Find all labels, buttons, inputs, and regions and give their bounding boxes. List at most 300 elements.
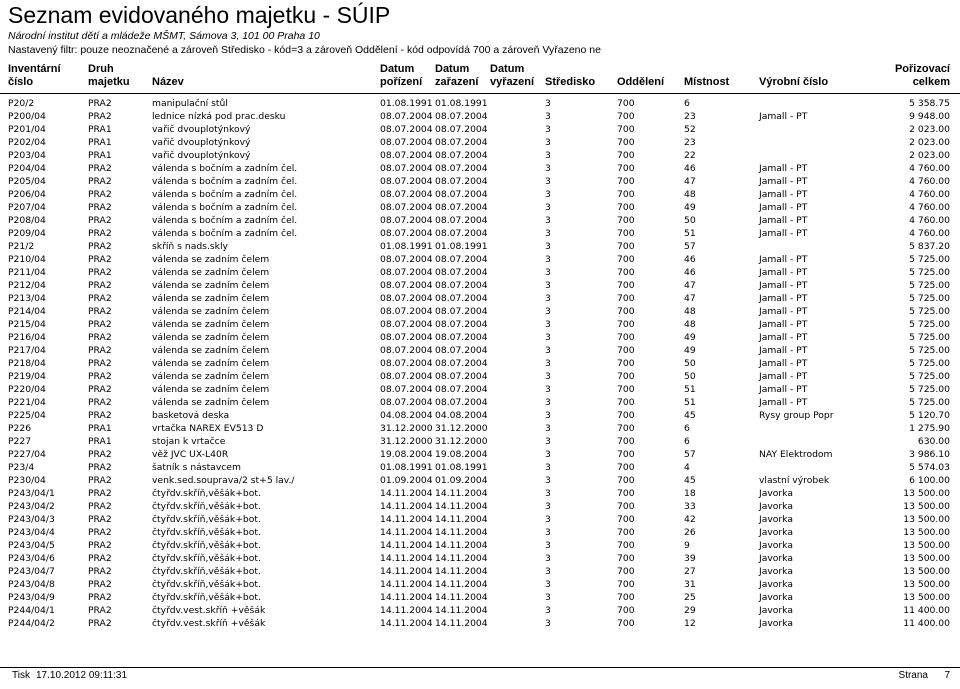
cell-acquired-date: 14.11.2004	[380, 527, 433, 538]
cell-cost-center: 3	[545, 319, 551, 330]
cell-department: 700	[617, 566, 635, 577]
table-row	[0, 383, 960, 396]
table-row	[0, 604, 960, 617]
cell-room: 49	[684, 332, 696, 343]
cell-serial-number: Jamall - PT	[759, 176, 808, 187]
cell-asset-type: PRA2	[88, 241, 112, 252]
cell-asset-type: PRA2	[88, 592, 112, 603]
cell-room: 6	[684, 423, 690, 434]
cell-acquisition-cost: 4 760.00	[909, 228, 950, 239]
cell-registered-date: 04.08.2004	[435, 410, 488, 421]
cell-asset-name: válenda se zadním čelem	[152, 397, 270, 408]
table-row	[0, 409, 960, 422]
cell-inventory-number: P243/04/2	[8, 501, 55, 512]
cell-asset-type: PRA2	[88, 371, 112, 382]
table-row	[0, 175, 960, 188]
cell-asset-name: válenda se zadním čelem	[152, 293, 270, 304]
cell-asset-type: PRA2	[88, 488, 112, 499]
cell-serial-number: Javorka	[759, 592, 793, 603]
cell-cost-center: 3	[545, 215, 551, 226]
cell-asset-name: čtyřdv.skříň,věšák+bot.	[152, 540, 261, 551]
cell-room: 6	[684, 98, 690, 109]
cell-acquired-date: 08.07.2004	[380, 319, 433, 330]
cell-acquisition-cost: 11 400.00	[903, 618, 950, 629]
header-disposal-date-2: vyřazení	[490, 76, 535, 88]
cell-asset-name: vařič dvouplotýnkový	[152, 150, 251, 161]
cell-department: 700	[617, 618, 635, 629]
cell-cost-center: 3	[545, 462, 551, 473]
cell-acquisition-cost: 13 500.00	[903, 540, 950, 551]
cell-asset-type: PRA1	[88, 150, 112, 161]
cell-registered-date: 08.07.2004	[435, 215, 488, 226]
cell-asset-type: PRA2	[88, 527, 112, 538]
cell-room: 22	[684, 150, 696, 161]
cell-inventory-number: P219/04	[8, 371, 46, 382]
cell-room: 52	[684, 124, 696, 135]
cell-asset-type: PRA2	[88, 410, 112, 421]
table-header	[0, 62, 960, 92]
cell-room: 23	[684, 111, 696, 122]
cell-inventory-number: P202/04	[8, 137, 46, 148]
cell-asset-name: vařič dvouplotýnkový	[152, 137, 251, 148]
cell-asset-name: válenda s bočním a zadním čel.	[152, 189, 298, 200]
cell-acquired-date: 19.08.2004	[380, 449, 433, 460]
cell-serial-number: Jamall - PT	[759, 202, 808, 213]
cell-acquisition-cost: 5 725.00	[909, 384, 950, 395]
cell-acquired-date: 14.11.2004	[380, 605, 433, 616]
cell-inventory-number: P243/04/9	[8, 592, 55, 603]
cell-acquired-date: 08.07.2004	[380, 384, 433, 395]
cell-inventory-number: P212/04	[8, 280, 46, 291]
cell-acquisition-cost: 5 837.20	[909, 241, 950, 252]
cell-asset-type: PRA2	[88, 358, 112, 369]
cell-acquired-date: 08.07.2004	[380, 306, 433, 317]
cell-cost-center: 3	[545, 527, 551, 538]
cell-acquired-date: 08.07.2004	[380, 228, 433, 239]
header-inventory-number-2: číslo	[8, 76, 34, 88]
cell-department: 700	[617, 293, 635, 304]
cell-cost-center: 3	[545, 241, 551, 252]
table-row	[0, 448, 960, 461]
cell-inventory-number: P227	[8, 436, 32, 447]
cell-department: 700	[617, 527, 635, 538]
cell-room: 12	[684, 618, 696, 629]
cell-registered-date: 14.11.2004	[435, 540, 488, 551]
cell-registered-date: 08.07.2004	[435, 384, 488, 395]
cell-inventory-number: P243/04/8	[8, 579, 55, 590]
cell-department: 700	[617, 124, 635, 135]
cell-acquisition-cost: 13 500.00	[903, 514, 950, 525]
cell-inventory-number: P214/04	[8, 306, 46, 317]
table-row	[0, 318, 960, 331]
cell-serial-number: Javorka	[759, 579, 793, 590]
report-title: Seznam evidovaného majetku - SÚIP	[8, 2, 391, 28]
cell-registered-date: 14.11.2004	[435, 527, 488, 538]
cell-cost-center: 3	[545, 176, 551, 187]
cell-asset-type: PRA2	[88, 306, 112, 317]
cell-acquired-date: 01.08.1991	[380, 98, 433, 109]
cell-serial-number: Jamall - PT	[759, 189, 808, 200]
cell-inventory-number: P200/04	[8, 111, 46, 122]
cell-department: 700	[617, 332, 635, 343]
table-row	[0, 136, 960, 149]
cell-acquired-date: 08.07.2004	[380, 202, 433, 213]
cell-inventory-number: P221/04	[8, 397, 46, 408]
cell-registered-date: 14.11.2004	[435, 618, 488, 629]
cell-acquired-date: 14.11.2004	[380, 514, 433, 525]
cell-asset-name: věž JVC UX-L40R	[152, 449, 229, 460]
header-name: Název	[152, 76, 184, 88]
cell-asset-type: PRA2	[88, 176, 112, 187]
cell-asset-name: čtyřdv.skříň,věšák+bot.	[152, 501, 261, 512]
header-inventory-number: Inventární	[8, 63, 61, 75]
cell-registered-date: 08.07.2004	[435, 189, 488, 200]
table-row	[0, 292, 960, 305]
cell-inventory-number: P244/04/2	[8, 618, 55, 629]
cell-room: 47	[684, 176, 696, 187]
cell-asset-type: PRA2	[88, 618, 112, 629]
cell-room: 4	[684, 462, 690, 473]
cell-asset-name: čtyřdv.skříň,věšák+bot.	[152, 592, 261, 603]
cell-department: 700	[617, 553, 635, 564]
cell-acquisition-cost: 2 023.00	[909, 137, 950, 148]
cell-serial-number: Javorka	[759, 566, 793, 577]
cell-room: 51	[684, 397, 696, 408]
cell-department: 700	[617, 137, 635, 148]
cell-department: 700	[617, 501, 635, 512]
cell-acquisition-cost: 13 500.00	[903, 579, 950, 590]
cell-serial-number: Javorka	[759, 540, 793, 551]
cell-registered-date: 08.07.2004	[435, 150, 488, 161]
cell-inventory-number: P244/04/1	[8, 605, 55, 616]
cell-room: 6	[684, 436, 690, 447]
cell-asset-name: čtyřdv.skříň,věšák+bot.	[152, 488, 261, 499]
cell-department: 700	[617, 319, 635, 330]
cell-room: 46	[684, 254, 696, 265]
cell-asset-name: válenda s bočním a zadním čel.	[152, 215, 298, 226]
cell-asset-name: válenda se zadním čelem	[152, 319, 270, 330]
cell-room: 50	[684, 371, 696, 382]
cell-department: 700	[617, 410, 635, 421]
header-asset-type-2: majetku	[88, 76, 130, 88]
cell-asset-type: PRA2	[88, 215, 112, 226]
table-row	[0, 357, 960, 370]
cell-department: 700	[617, 280, 635, 291]
cell-registered-date: 08.07.2004	[435, 254, 488, 265]
cell-cost-center: 3	[545, 605, 551, 616]
cell-room: 18	[684, 488, 696, 499]
cell-inventory-number: P204/04	[8, 163, 46, 174]
cell-cost-center: 3	[545, 501, 551, 512]
cell-department: 700	[617, 514, 635, 525]
cell-room: 45	[684, 475, 696, 486]
cell-registered-date: 14.11.2004	[435, 553, 488, 564]
cell-asset-name: válenda s bočním a zadním čel.	[152, 176, 298, 187]
cell-acquisition-cost: 13 500.00	[903, 501, 950, 512]
cell-inventory-number: P243/04/1	[8, 488, 55, 499]
cell-room: 33	[684, 501, 696, 512]
cell-inventory-number: P218/04	[8, 358, 46, 369]
cell-room: 48	[684, 189, 696, 200]
cell-acquisition-cost: 4 760.00	[909, 176, 950, 187]
table-row	[0, 500, 960, 513]
table-row	[0, 513, 960, 526]
cell-cost-center: 3	[545, 514, 551, 525]
cell-acquisition-cost: 13 500.00	[903, 592, 950, 603]
cell-registered-date: 08.07.2004	[435, 176, 488, 187]
cell-inventory-number: P213/04	[8, 293, 46, 304]
cell-department: 700	[617, 579, 635, 590]
cell-registered-date: 08.07.2004	[435, 319, 488, 330]
cell-room: 51	[684, 384, 696, 395]
cell-acquisition-cost: 5 725.00	[909, 358, 950, 369]
cell-inventory-number: P206/04	[8, 189, 46, 200]
cell-registered-date: 01.09.2004	[435, 475, 488, 486]
cell-department: 700	[617, 462, 635, 473]
cell-acquisition-cost: 5 358.75	[909, 98, 950, 109]
cell-department: 700	[617, 306, 635, 317]
cell-acquisition-cost: 2 023.00	[909, 150, 950, 161]
cell-cost-center: 3	[545, 345, 551, 356]
cell-registered-date: 14.11.2004	[435, 488, 488, 499]
cell-inventory-number: P215/04	[8, 319, 46, 330]
cell-asset-name: válenda se zadním čelem	[152, 384, 270, 395]
cell-department: 700	[617, 384, 635, 395]
cell-registered-date: 08.07.2004	[435, 345, 488, 356]
cell-inventory-number: P211/04	[8, 267, 46, 278]
cell-registered-date: 08.07.2004	[435, 163, 488, 174]
cell-acquired-date: 08.07.2004	[380, 111, 433, 122]
cell-room: 45	[684, 410, 696, 421]
cell-inventory-number: P220/04	[8, 384, 46, 395]
cell-room: 26	[684, 527, 696, 538]
header-registered-date: Datum	[435, 63, 470, 75]
cell-inventory-number: P210/04	[8, 254, 46, 265]
header-asset-type: Druh	[88, 63, 114, 75]
filter-description: Nastavený filtr: pouze neoznačené a zároveň Středisko - kód=3 a zároveň Oddělení - kód odpovídá 700 a zároveň Vyřazeno ne	[8, 44, 601, 56]
cell-serial-number: Jamall - PT	[759, 384, 808, 395]
cell-asset-type: PRA2	[88, 475, 112, 486]
cell-serial-number: Javorka	[759, 488, 793, 499]
table-row	[0, 331, 960, 344]
cell-acquired-date: 08.07.2004	[380, 254, 433, 265]
cell-asset-type: PRA2	[88, 514, 112, 525]
cell-acquired-date: 14.11.2004	[380, 488, 433, 499]
cell-acquired-date: 08.07.2004	[380, 280, 433, 291]
cell-acquired-date: 08.07.2004	[380, 163, 433, 174]
cell-asset-type: PRA2	[88, 267, 112, 278]
cell-asset-name: skříň s nads.skly	[152, 241, 228, 252]
header-acquisition-cost: Pořizovací	[894, 63, 950, 75]
cell-registered-date: 08.07.2004	[435, 397, 488, 408]
cell-registered-date: 08.07.2004	[435, 267, 488, 278]
cell-cost-center: 3	[545, 137, 551, 148]
cell-cost-center: 3	[545, 540, 551, 551]
table-row	[0, 240, 960, 253]
cell-asset-name: válenda s bočním a zadním čel.	[152, 228, 298, 239]
cell-registered-date: 08.07.2004	[435, 111, 488, 122]
cell-department: 700	[617, 215, 635, 226]
cell-asset-type: PRA2	[88, 254, 112, 265]
cell-registered-date: 08.07.2004	[435, 293, 488, 304]
table-row	[0, 370, 960, 383]
cell-cost-center: 3	[545, 150, 551, 161]
cell-cost-center: 3	[545, 228, 551, 239]
cell-acquired-date: 08.07.2004	[380, 150, 433, 161]
cell-asset-name: stojan k vrtačce	[152, 436, 226, 447]
cell-asset-name: válenda se zadním čelem	[152, 345, 270, 356]
cell-registered-date: 08.07.2004	[435, 202, 488, 213]
header-registered-date-2: zařazení	[435, 76, 479, 88]
cell-cost-center: 3	[545, 384, 551, 395]
cell-acquisition-cost: 11 400.00	[903, 605, 950, 616]
cell-cost-center: 3	[545, 332, 551, 343]
cell-acquired-date: 14.11.2004	[380, 501, 433, 512]
cell-cost-center: 3	[545, 98, 551, 109]
table-row	[0, 422, 960, 435]
cell-room: 39	[684, 553, 696, 564]
cell-inventory-number: P201/04	[8, 124, 46, 135]
cell-inventory-number: P243/04/7	[8, 566, 55, 577]
cell-asset-type: PRA2	[88, 332, 112, 343]
cell-room: 47	[684, 280, 696, 291]
table-row	[0, 435, 960, 448]
cell-asset-name: vrtačka NAREX EV513 D	[152, 423, 264, 434]
cell-inventory-number: P216/04	[8, 332, 46, 343]
cell-registered-date: 08.07.2004	[435, 306, 488, 317]
cell-registered-date: 01.08.1991	[435, 462, 488, 473]
table-row	[0, 305, 960, 318]
cell-acquired-date: 08.07.2004	[380, 215, 433, 226]
cell-acquisition-cost: 13 500.00	[903, 566, 950, 577]
header-department: Oddělení	[617, 76, 665, 88]
cell-asset-name: čtyřdv.vest.skříň +věšák	[152, 618, 266, 629]
cell-serial-number: Jamall - PT	[759, 293, 808, 304]
cell-cost-center: 3	[545, 111, 551, 122]
organization-name: Národní institut dětí a mládeže MŠMT, Sámova 3, 101 00 Praha 10	[8, 30, 320, 42]
cell-cost-center: 3	[545, 189, 551, 200]
cell-department: 700	[617, 267, 635, 278]
cell-department: 700	[617, 371, 635, 382]
cell-serial-number: Jamall - PT	[759, 319, 808, 330]
cell-cost-center: 3	[545, 280, 551, 291]
cell-acquisition-cost: 5 725.00	[909, 332, 950, 343]
print-label: Tisk	[12, 670, 30, 681]
cell-registered-date: 08.07.2004	[435, 137, 488, 148]
cell-department: 700	[617, 592, 635, 603]
cell-room: 31	[684, 579, 696, 590]
cell-serial-number: Rysy group Popr	[759, 410, 834, 421]
cell-inventory-number: P207/04	[8, 202, 46, 213]
cell-serial-number: Jamall - PT	[759, 267, 808, 278]
cell-acquisition-cost: 630.00	[917, 436, 950, 447]
cell-registered-date: 14.11.2004	[435, 501, 488, 512]
table-row	[0, 110, 960, 123]
cell-acquired-date: 14.11.2004	[380, 579, 433, 590]
cell-registered-date: 31.12.2000	[435, 436, 488, 447]
cell-registered-date: 08.07.2004	[435, 358, 488, 369]
cell-inventory-number: P21/2	[8, 241, 35, 252]
cell-asset-name: čtyřdv.vest.skříň +věšák	[152, 605, 266, 616]
cell-asset-name: čtyřdv.skříň,věšák+bot.	[152, 527, 261, 538]
header-acquired-date: Datum	[380, 63, 415, 75]
cell-registered-date: 08.07.2004	[435, 332, 488, 343]
cell-serial-number: Jamall - PT	[759, 345, 808, 356]
cell-asset-type: PRA2	[88, 566, 112, 577]
cell-acquisition-cost: 5 725.00	[909, 306, 950, 317]
cell-cost-center: 3	[545, 293, 551, 304]
cell-department: 700	[617, 241, 635, 252]
cell-registered-date: 08.07.2004	[435, 280, 488, 291]
cell-inventory-number: P23/4	[8, 462, 35, 473]
cell-asset-type: PRA2	[88, 189, 112, 200]
cell-acquisition-cost: 5 725.00	[909, 345, 950, 356]
cell-asset-name: venk.sed.souprava/2 st+5 lav./	[152, 475, 295, 486]
cell-acquired-date: 08.07.2004	[380, 293, 433, 304]
cell-acquired-date: 14.11.2004	[380, 566, 433, 577]
cell-asset-type: PRA1	[88, 137, 112, 148]
cell-asset-type: PRA2	[88, 345, 112, 356]
cell-acquired-date: 08.07.2004	[380, 371, 433, 382]
cell-acquisition-cost: 13 500.00	[903, 527, 950, 538]
cell-room: 51	[684, 228, 696, 239]
cell-serial-number: Javorka	[759, 618, 793, 629]
cell-asset-name: vařič dvouplotýnkový	[152, 124, 251, 135]
cell-serial-number: Jamall - PT	[759, 111, 808, 122]
cell-acquisition-cost: 9 948.00	[909, 111, 950, 122]
table-row	[0, 279, 960, 292]
cell-acquisition-cost: 3 986.10	[909, 449, 950, 460]
cell-cost-center: 3	[545, 202, 551, 213]
cell-acquisition-cost: 5 725.00	[909, 397, 950, 408]
cell-cost-center: 3	[545, 358, 551, 369]
cell-serial-number: vlastní výrobek	[759, 475, 830, 486]
cell-department: 700	[617, 345, 635, 356]
header-disposal-date: Datum	[490, 63, 525, 75]
cell-acquired-date: 08.07.2004	[380, 189, 433, 200]
cell-acquisition-cost: 5 725.00	[909, 371, 950, 382]
cell-inventory-number: P205/04	[8, 176, 46, 187]
cell-room: 48	[684, 319, 696, 330]
cell-department: 700	[617, 163, 635, 174]
cell-registered-date: 08.07.2004	[435, 124, 488, 135]
cell-asset-type: PRA2	[88, 384, 112, 395]
cell-room: 46	[684, 163, 696, 174]
cell-registered-date: 14.11.2004	[435, 514, 488, 525]
cell-inventory-number: P203/04	[8, 150, 46, 161]
cell-acquisition-cost: 5 725.00	[909, 267, 950, 278]
cell-asset-type: PRA2	[88, 553, 112, 564]
cell-acquisition-cost: 4 760.00	[909, 202, 950, 213]
cell-asset-name: šatník s nástavcem	[152, 462, 241, 473]
cell-room: 47	[684, 293, 696, 304]
print-timestamp: 17.10.2012 09:11:31	[36, 670, 128, 681]
header-cost-center: Středisko	[545, 76, 596, 88]
cell-cost-center: 3	[545, 306, 551, 317]
cell-asset-name: válenda se zadním čelem	[152, 280, 270, 291]
cell-asset-type: PRA2	[88, 163, 112, 174]
cell-department: 700	[617, 358, 635, 369]
cell-serial-number: Javorka	[759, 553, 793, 564]
cell-registered-date: 01.08.1991	[435, 241, 488, 252]
cell-serial-number: Jamall - PT	[759, 397, 808, 408]
header-divider	[0, 93, 960, 94]
cell-asset-type: PRA2	[88, 462, 112, 473]
cell-department: 700	[617, 397, 635, 408]
cell-cost-center: 3	[545, 254, 551, 265]
cell-asset-name: basketová deska	[152, 410, 230, 421]
cell-asset-name: válenda se zadním čelem	[152, 267, 270, 278]
